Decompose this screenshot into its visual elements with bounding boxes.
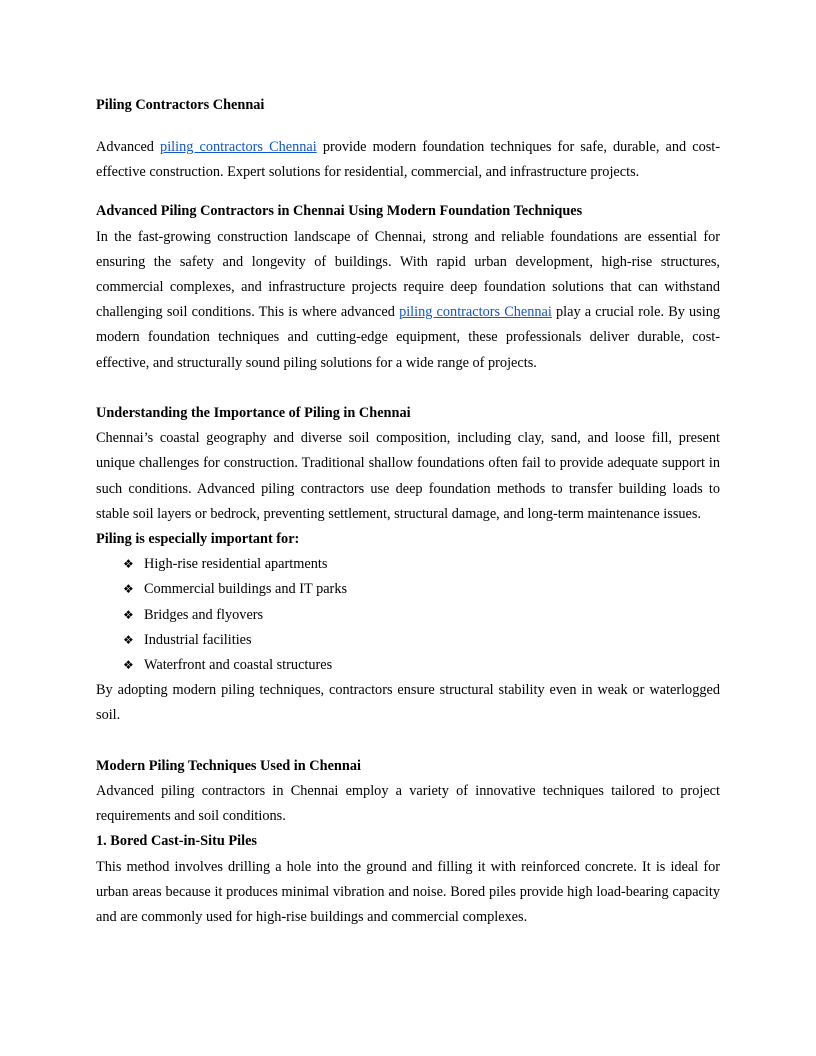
list-item-text: High-rise residential apartments (144, 556, 328, 573)
diamond-bullet-icon: ❖ (123, 557, 134, 572)
list-item-text: Industrial facilities (144, 631, 252, 648)
section2-paragraph: Chennai’s coastal geography and diverse soil composition, including clay, sand, and loose fill, present unique challenges for construction. Traditional shallow foundations often fail to provide adequate support in such conditions. Advanced piling contractors use deep foundation methods to transfer building loads to stable soil layers or bedrock, preventing settlement, structural damage, and long-term maintenance issues. (96, 430, 720, 522)
subsection1-paragraph: This method involves drilling a hole into the ground and filling it with reinforced concrete. It is ideal for urban areas because it produces minimal vibration and noise. Bored piles provide high load-bearing capacity and are commonly used for high-rise buildings and commercial complexes. (96, 858, 720, 926)
intro-text-start: Advanced (96, 139, 161, 155)
section1-paragraph (96, 225, 720, 376)
intro-text-end: provide modern foundation techniques for safe, durable, and cost-effective construction. Expert solutions for residential, commercial, and infrastructure projects. (96, 139, 721, 181)
document-title: Piling Contractors Chennai (96, 97, 265, 113)
list-item (96, 628, 720, 653)
section1-text-start: In the fast-growing construction landscape of Chennai, strong and reliable foundations are essential for ensuring the safety and longevity of buildings. With rapid urban development, high-rise structures, commercial complexes, and infrastructure projects require deep foundation solutions that can withstand challenging soil conditions. This is where advanced (96, 228, 720, 321)
diamond-bullet-icon: ❖ (123, 632, 134, 647)
list-item (96, 653, 720, 678)
section3-heading: Modern Piling Techniques Used in Chennai (96, 757, 361, 774)
section2-list-heading: Piling is especially important for: (96, 531, 300, 548)
list-item-text: Waterfront and coastal structures (144, 657, 333, 674)
section2-bullet-list (96, 552, 720, 678)
list-item (96, 552, 720, 577)
intro-paragraph (96, 135, 720, 185)
section1-text-end: play a crucial role. By using modern foundation techniques and cutting-edge equipment, these professionals deliver durable, cost-effective, and structurally sound piling solutions for a wide range of projects. (96, 304, 720, 371)
list-item-text: Commercial buildings and IT parks (144, 581, 348, 598)
list-item (96, 603, 720, 628)
section1-link[interactable]: piling contractors Chennai (399, 304, 552, 321)
list-item-text: Bridges and flyovers (144, 606, 264, 623)
diamond-bullet-icon: ❖ (123, 582, 134, 597)
intro-link[interactable]: piling contractors Chennai (160, 139, 317, 155)
list-item (96, 577, 720, 602)
section3-paragraph: Advanced piling contractors in Chennai employ a variety of innovative techniques tailored to project requirements and soil conditions. (96, 783, 720, 825)
section2-closing-paragraph: By adopting modern piling techniques, contractors ensure structural stability even in weak or waterlogged soil. (96, 682, 720, 724)
diamond-bullet-icon: ❖ (123, 658, 134, 673)
diamond-bullet-icon: ❖ (123, 607, 134, 622)
subsection1-heading: 1. Bored Cast-in-Situ Piles (96, 833, 257, 850)
section2-heading: Understanding the Importance of Piling in Chennai (96, 405, 411, 422)
section1-heading: Advanced Piling Contractors in Chennai Using Modern Foundation Techniques (96, 203, 583, 220)
